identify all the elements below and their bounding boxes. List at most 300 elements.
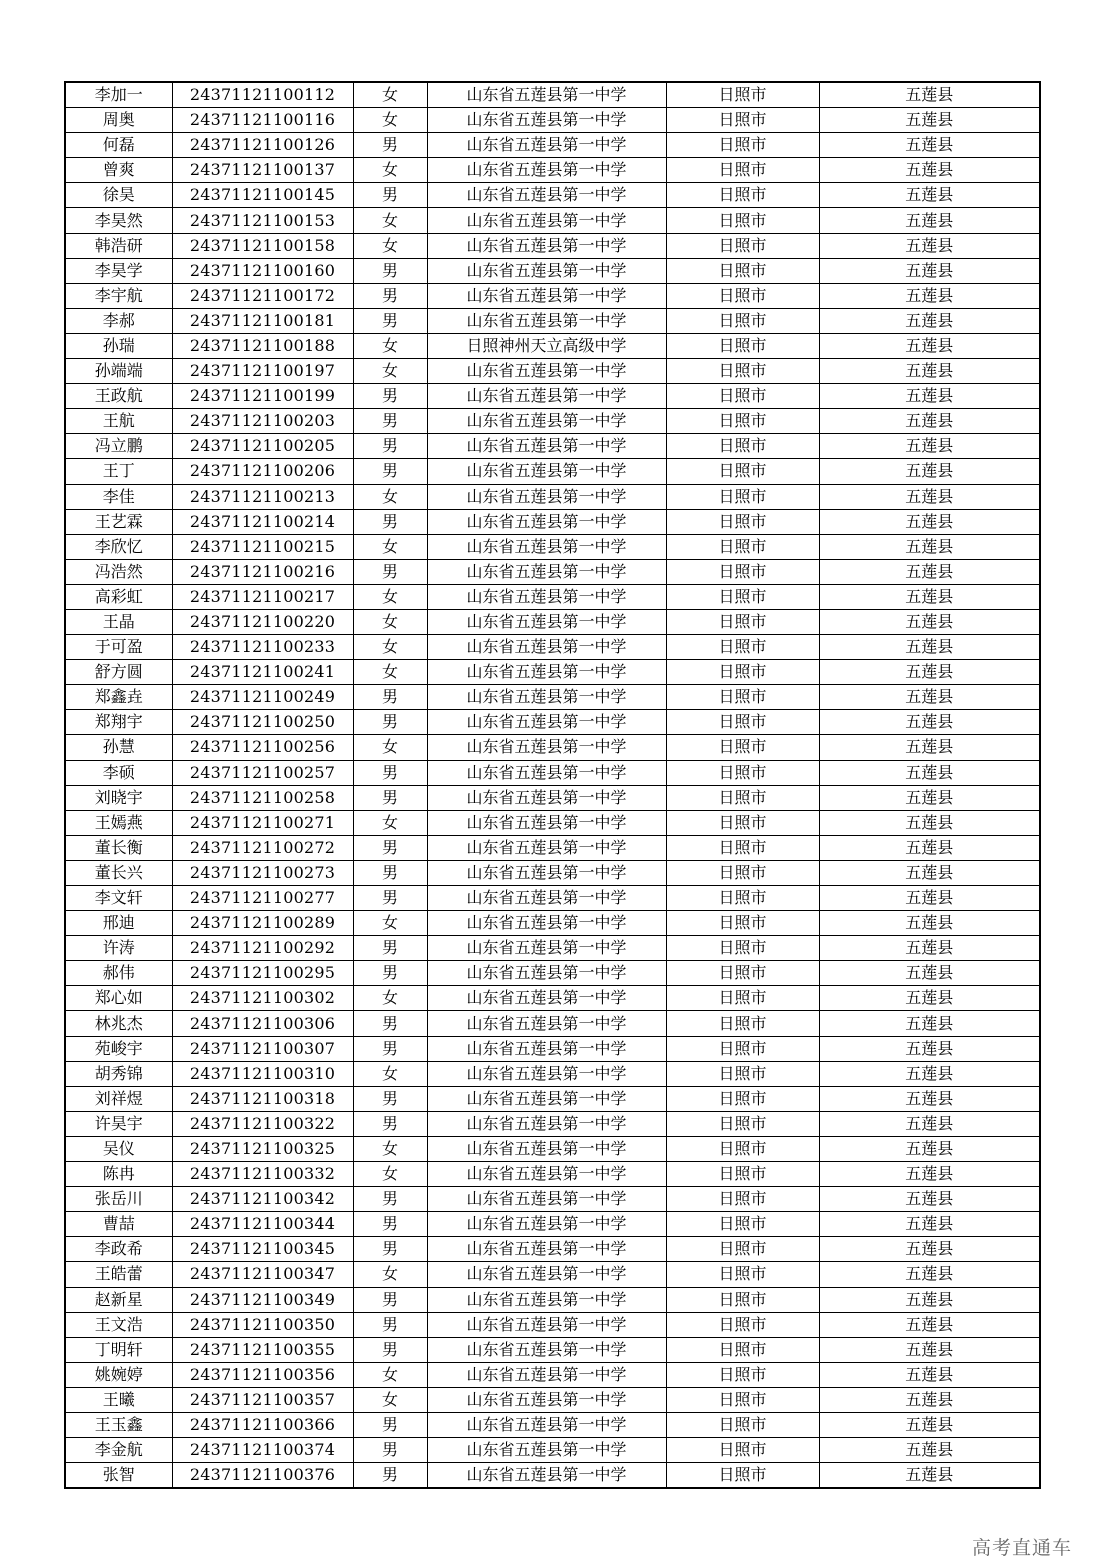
gender-cell: 男 (353, 1086, 427, 1111)
county-cell: 五莲县 (819, 82, 1040, 108)
name-cell: 丁明轩 (65, 1337, 172, 1362)
name-cell: 徐昊 (65, 183, 172, 208)
county-cell: 五莲县 (819, 810, 1040, 835)
table-row (65, 1187, 1040, 1212)
roster-body (65, 82, 1040, 1488)
name-cell: 许昊宇 (65, 1111, 172, 1136)
table-row (65, 961, 1040, 986)
name-cell: 王艺霖 (65, 509, 172, 534)
gender-cell: 男 (353, 760, 427, 785)
table-row (65, 609, 1040, 634)
city-cell: 日照市 (666, 1287, 819, 1312)
exam-id-cell: 24371121100322 (172, 1111, 353, 1136)
exam-id-cell: 24371121100310 (172, 1061, 353, 1086)
city-cell: 日照市 (666, 258, 819, 283)
name-cell: 曾爽 (65, 158, 172, 183)
exam-id-cell: 24371121100289 (172, 911, 353, 936)
table-row (65, 936, 1040, 961)
county-cell: 五莲县 (819, 1287, 1040, 1312)
exam-id-cell: 24371121100257 (172, 760, 353, 785)
table-row (65, 233, 1040, 258)
student-roster-table (64, 81, 1041, 1489)
exam-id-cell: 24371121100349 (172, 1287, 353, 1312)
gender-cell: 男 (353, 258, 427, 283)
school-cell: 山东省五莲县第一中学 (427, 1387, 666, 1412)
exam-id-cell: 24371121100271 (172, 810, 353, 835)
city-cell: 日照市 (666, 1312, 819, 1337)
county-cell: 五莲县 (819, 1136, 1040, 1161)
exam-id-cell: 24371121100241 (172, 660, 353, 685)
gender-cell: 男 (353, 860, 427, 885)
exam-id-cell: 24371121100112 (172, 82, 353, 108)
name-cell: 韩浩研 (65, 233, 172, 258)
exam-id-cell: 24371121100158 (172, 233, 353, 258)
school-cell: 山东省五莲县第一中学 (427, 133, 666, 158)
exam-id-cell: 24371121100249 (172, 685, 353, 710)
exam-id-cell: 24371121100216 (172, 559, 353, 584)
school-cell: 山东省五莲县第一中学 (427, 735, 666, 760)
gender-cell: 男 (353, 1337, 427, 1362)
name-cell: 郝伟 (65, 961, 172, 986)
county-cell: 五莲县 (819, 710, 1040, 735)
county-cell: 五莲县 (819, 1187, 1040, 1212)
school-cell: 山东省五莲县第一中学 (427, 936, 666, 961)
gender-cell: 男 (353, 785, 427, 810)
county-cell: 五莲县 (819, 735, 1040, 760)
school-cell: 山东省五莲县第一中学 (427, 760, 666, 785)
name-cell: 董长兴 (65, 860, 172, 885)
school-cell: 山东省五莲县第一中学 (427, 1412, 666, 1437)
gender-cell: 女 (353, 1262, 427, 1287)
name-cell: 王皓蕾 (65, 1262, 172, 1287)
name-cell: 高彩虹 (65, 584, 172, 609)
name-cell: 王政航 (65, 384, 172, 409)
name-cell: 曹喆 (65, 1212, 172, 1237)
school-cell: 山东省五莲县第一中学 (427, 308, 666, 333)
school-cell: 山东省五莲县第一中学 (427, 785, 666, 810)
exam-id-cell: 24371121100181 (172, 308, 353, 333)
school-cell: 山东省五莲县第一中学 (427, 961, 666, 986)
table-row (65, 333, 1040, 358)
exam-id-cell: 24371121100357 (172, 1387, 353, 1412)
name-cell: 周奥 (65, 108, 172, 133)
gender-cell: 女 (353, 208, 427, 233)
county-cell: 五莲县 (819, 1362, 1040, 1387)
county-cell: 五莲县 (819, 760, 1040, 785)
name-cell: 刘祥煜 (65, 1086, 172, 1111)
exam-id-cell: 24371121100273 (172, 860, 353, 885)
city-cell: 日照市 (666, 685, 819, 710)
gender-cell: 女 (353, 810, 427, 835)
table-row (65, 1412, 1040, 1437)
gender-cell: 女 (353, 534, 427, 559)
gender-cell: 男 (353, 384, 427, 409)
table-row (65, 911, 1040, 936)
exam-id-cell: 24371121100366 (172, 1412, 353, 1437)
name-cell: 李郝 (65, 308, 172, 333)
name-cell: 许涛 (65, 936, 172, 961)
school-cell: 山东省五莲县第一中学 (427, 484, 666, 509)
school-cell: 山东省五莲县第一中学 (427, 1237, 666, 1262)
table-row (65, 1162, 1040, 1187)
city-cell: 日照市 (666, 936, 819, 961)
table-row (65, 82, 1040, 108)
school-cell: 山东省五莲县第一中学 (427, 1312, 666, 1337)
county-cell: 五莲县 (819, 208, 1040, 233)
city-cell: 日照市 (666, 409, 819, 434)
city-cell: 日照市 (666, 1237, 819, 1262)
gender-cell: 女 (353, 1061, 427, 1086)
county-cell: 五莲县 (819, 635, 1040, 660)
table-row (65, 760, 1040, 785)
table-row (65, 810, 1040, 835)
name-cell: 林兆杰 (65, 1011, 172, 1036)
school-cell: 山东省五莲县第一中学 (427, 1262, 666, 1287)
exam-id-cell: 24371121100292 (172, 936, 353, 961)
table-row (65, 1011, 1040, 1036)
city-cell: 日照市 (666, 835, 819, 860)
exam-id-cell: 24371121100302 (172, 986, 353, 1011)
gender-cell: 女 (353, 1162, 427, 1187)
school-cell: 山东省五莲县第一中学 (427, 1438, 666, 1463)
gender-cell: 女 (353, 911, 427, 936)
name-cell: 李文轩 (65, 886, 172, 911)
city-cell: 日照市 (666, 559, 819, 584)
school-cell: 山东省五莲县第一中学 (427, 1011, 666, 1036)
school-cell: 日照神州天立高级中学 (427, 333, 666, 358)
name-cell: 李金航 (65, 1438, 172, 1463)
exam-id-cell: 24371121100258 (172, 785, 353, 810)
school-cell: 山东省五莲县第一中学 (427, 835, 666, 860)
table-row (65, 384, 1040, 409)
gender-cell: 男 (353, 409, 427, 434)
county-cell: 五莲县 (819, 1463, 1040, 1489)
school-cell: 山东省五莲县第一中学 (427, 1086, 666, 1111)
county-cell: 五莲县 (819, 158, 1040, 183)
watermark-text: 高考直通车 (971, 1537, 1072, 1559)
name-cell: 李加一 (65, 82, 172, 108)
gender-cell: 女 (353, 609, 427, 634)
gender-cell: 男 (353, 434, 427, 459)
school-cell: 山东省五莲县第一中学 (427, 233, 666, 258)
school-cell: 山东省五莲县第一中学 (427, 534, 666, 559)
school-cell: 山东省五莲县第一中学 (427, 609, 666, 634)
school-cell: 山东省五莲县第一中学 (427, 183, 666, 208)
city-cell: 日照市 (666, 1337, 819, 1362)
school-cell: 山东省五莲县第一中学 (427, 208, 666, 233)
table-row (65, 860, 1040, 885)
gender-cell: 男 (353, 961, 427, 986)
school-cell: 山东省五莲县第一中学 (427, 1111, 666, 1136)
table-row (65, 785, 1040, 810)
county-cell: 五莲县 (819, 1162, 1040, 1187)
table-row (65, 1136, 1040, 1161)
name-cell: 王文浩 (65, 1312, 172, 1337)
table-row (65, 409, 1040, 434)
name-cell: 冯浩然 (65, 559, 172, 584)
county-cell: 五莲县 (819, 108, 1040, 133)
county-cell: 五莲县 (819, 409, 1040, 434)
city-cell: 日照市 (666, 308, 819, 333)
gender-cell: 女 (353, 735, 427, 760)
school-cell: 山东省五莲县第一中学 (427, 434, 666, 459)
table-row (65, 1387, 1040, 1412)
name-cell: 刘晓宇 (65, 785, 172, 810)
exam-id-cell: 24371121100374 (172, 1438, 353, 1463)
name-cell: 冯立鹏 (65, 434, 172, 459)
exam-id-cell: 24371121100272 (172, 835, 353, 860)
city-cell: 日照市 (666, 82, 819, 108)
school-cell: 山东省五莲县第一中学 (427, 685, 666, 710)
gender-cell: 男 (353, 936, 427, 961)
table-row (65, 1086, 1040, 1111)
name-cell: 王航 (65, 409, 172, 434)
city-cell: 日照市 (666, 1086, 819, 1111)
table-row (65, 635, 1040, 660)
school-cell: 山东省五莲县第一中学 (427, 860, 666, 885)
city-cell: 日照市 (666, 785, 819, 810)
table-row (65, 710, 1040, 735)
table-row (65, 158, 1040, 183)
name-cell: 李硕 (65, 760, 172, 785)
table-row (65, 359, 1040, 384)
county-cell: 五莲县 (819, 384, 1040, 409)
county-cell: 五莲县 (819, 1312, 1040, 1337)
school-cell: 山东省五莲县第一中学 (427, 384, 666, 409)
table-row (65, 986, 1040, 1011)
county-cell: 五莲县 (819, 559, 1040, 584)
school-cell: 山东省五莲县第一中学 (427, 1036, 666, 1061)
city-cell: 日照市 (666, 183, 819, 208)
table-row (65, 459, 1040, 484)
city-cell: 日照市 (666, 710, 819, 735)
city-cell: 日照市 (666, 233, 819, 258)
county-cell: 五莲县 (819, 1387, 1040, 1412)
city-cell: 日照市 (666, 509, 819, 534)
city-cell: 日照市 (666, 158, 819, 183)
school-cell: 山东省五莲县第一中学 (427, 635, 666, 660)
table-row (65, 559, 1040, 584)
city-cell: 日照市 (666, 1111, 819, 1136)
city-cell: 日照市 (666, 133, 819, 158)
table-row (65, 434, 1040, 459)
county-cell: 五莲县 (819, 534, 1040, 559)
city-cell: 日照市 (666, 1187, 819, 1212)
school-cell: 山东省五莲县第一中学 (427, 660, 666, 685)
county-cell: 五莲县 (819, 660, 1040, 685)
name-cell: 王玉鑫 (65, 1412, 172, 1437)
gender-cell: 男 (353, 886, 427, 911)
county-cell: 五莲县 (819, 609, 1040, 634)
school-cell: 山东省五莲县第一中学 (427, 82, 666, 108)
county-cell: 五莲县 (819, 308, 1040, 333)
city-cell: 日照市 (666, 1011, 819, 1036)
gender-cell: 男 (353, 835, 427, 860)
school-cell: 山东省五莲县第一中学 (427, 359, 666, 384)
county-cell: 五莲县 (819, 183, 1040, 208)
school-cell: 山东省五莲县第一中学 (427, 911, 666, 936)
gender-cell: 男 (353, 559, 427, 584)
name-cell: 李宇航 (65, 283, 172, 308)
table-row (65, 1463, 1040, 1489)
exam-id-cell: 24371121100295 (172, 961, 353, 986)
table-row (65, 1262, 1040, 1287)
gender-cell: 女 (353, 584, 427, 609)
county-cell: 五莲县 (819, 133, 1040, 158)
exam-id-cell: 24371121100347 (172, 1262, 353, 1287)
city-cell: 日照市 (666, 459, 819, 484)
table-row (65, 660, 1040, 685)
gender-cell: 女 (353, 1387, 427, 1412)
table-row (65, 1036, 1040, 1061)
name-cell: 李昊学 (65, 258, 172, 283)
table-row (65, 183, 1040, 208)
school-cell: 山东省五莲县第一中学 (427, 108, 666, 133)
gender-cell: 男 (353, 1287, 427, 1312)
gender-cell: 男 (353, 1212, 427, 1237)
exam-id-cell: 24371121100356 (172, 1362, 353, 1387)
exam-id-cell: 24371121100233 (172, 635, 353, 660)
exam-id-cell: 24371121100205 (172, 434, 353, 459)
county-cell: 五莲县 (819, 685, 1040, 710)
exam-id-cell: 24371121100215 (172, 534, 353, 559)
gender-cell: 男 (353, 1187, 427, 1212)
table-row (65, 1212, 1040, 1237)
table-row (65, 1337, 1040, 1362)
table-row (65, 1312, 1040, 1337)
table-row (65, 509, 1040, 534)
table-row (65, 108, 1040, 133)
city-cell: 日照市 (666, 1438, 819, 1463)
exam-id-cell: 24371121100355 (172, 1337, 353, 1362)
county-cell: 五莲县 (819, 1412, 1040, 1437)
city-cell: 日照市 (666, 208, 819, 233)
school-cell: 山东省五莲县第一中学 (427, 1287, 666, 1312)
name-cell: 李昊然 (65, 208, 172, 233)
exam-id-cell: 24371121100332 (172, 1162, 353, 1187)
city-cell: 日照市 (666, 1262, 819, 1287)
name-cell: 于可盈 (65, 635, 172, 660)
school-cell: 山东省五莲县第一中学 (427, 1136, 666, 1161)
table-row (65, 208, 1040, 233)
county-cell: 五莲县 (819, 434, 1040, 459)
exam-id-cell: 24371121100206 (172, 459, 353, 484)
city-cell: 日照市 (666, 1136, 819, 1161)
school-cell: 山东省五莲县第一中学 (427, 886, 666, 911)
exam-id-cell: 24371121100153 (172, 208, 353, 233)
gender-cell: 女 (353, 158, 427, 183)
table-row (65, 1237, 1040, 1262)
school-cell: 山东省五莲县第一中学 (427, 1362, 666, 1387)
gender-cell: 女 (353, 333, 427, 358)
name-cell: 李政希 (65, 1237, 172, 1262)
city-cell: 日照市 (666, 484, 819, 509)
city-cell: 日照市 (666, 1061, 819, 1086)
county-cell: 五莲县 (819, 484, 1040, 509)
gender-cell: 男 (353, 1312, 427, 1337)
name-cell: 苑峻宇 (65, 1036, 172, 1061)
county-cell: 五莲县 (819, 835, 1040, 860)
exam-id-cell: 24371121100250 (172, 710, 353, 735)
gender-cell: 男 (353, 1438, 427, 1463)
exam-id-cell: 24371121100197 (172, 359, 353, 384)
school-cell: 山东省五莲县第一中学 (427, 258, 666, 283)
name-cell: 姚婉婷 (65, 1362, 172, 1387)
name-cell: 邢迪 (65, 911, 172, 936)
gender-cell: 女 (353, 1362, 427, 1387)
city-cell: 日照市 (666, 534, 819, 559)
county-cell: 五莲县 (819, 911, 1040, 936)
name-cell: 赵新星 (65, 1287, 172, 1312)
name-cell: 郑翔宇 (65, 710, 172, 735)
county-cell: 五莲县 (819, 986, 1040, 1011)
city-cell: 日照市 (666, 1362, 819, 1387)
county-cell: 五莲县 (819, 961, 1040, 986)
gender-cell: 男 (353, 1412, 427, 1437)
county-cell: 五莲县 (819, 860, 1040, 885)
school-cell: 山东省五莲县第一中学 (427, 1463, 666, 1489)
exam-id-cell: 24371121100214 (172, 509, 353, 534)
gender-cell: 男 (353, 183, 427, 208)
exam-id-cell: 24371121100277 (172, 886, 353, 911)
gender-cell: 男 (353, 1111, 427, 1136)
name-cell: 吴仪 (65, 1136, 172, 1161)
exam-id-cell: 24371121100350 (172, 1312, 353, 1337)
school-cell: 山东省五莲县第一中学 (427, 559, 666, 584)
exam-id-cell: 24371121100145 (172, 183, 353, 208)
school-cell: 山东省五莲县第一中学 (427, 509, 666, 534)
exam-id-cell: 24371121100217 (172, 584, 353, 609)
school-cell: 山东省五莲县第一中学 (427, 158, 666, 183)
table-row (65, 1438, 1040, 1463)
gender-cell: 女 (353, 484, 427, 509)
table-row (65, 308, 1040, 333)
name-cell: 王嫣燕 (65, 810, 172, 835)
county-cell: 五莲县 (819, 1337, 1040, 1362)
exam-id-cell: 24371121100203 (172, 409, 353, 434)
school-cell: 山东省五莲县第一中学 (427, 1187, 666, 1212)
county-cell: 五莲县 (819, 936, 1040, 961)
city-cell: 日照市 (666, 1387, 819, 1412)
name-cell: 李欣忆 (65, 534, 172, 559)
city-cell: 日照市 (666, 609, 819, 634)
table-row (65, 1111, 1040, 1136)
school-cell: 山东省五莲县第一中学 (427, 1061, 666, 1086)
exam-id-cell: 24371121100188 (172, 333, 353, 358)
exam-id-cell: 24371121100199 (172, 384, 353, 409)
school-cell: 山东省五莲县第一中学 (427, 986, 666, 1011)
name-cell: 王丁 (65, 459, 172, 484)
name-cell: 郑鑫垚 (65, 685, 172, 710)
city-cell: 日照市 (666, 283, 819, 308)
gender-cell: 男 (353, 710, 427, 735)
school-cell: 山东省五莲县第一中学 (427, 459, 666, 484)
county-cell: 五莲县 (819, 584, 1040, 609)
gender-cell: 女 (353, 359, 427, 384)
county-cell: 五莲县 (819, 1237, 1040, 1262)
name-cell: 孙端端 (65, 359, 172, 384)
city-cell: 日照市 (666, 810, 819, 835)
name-cell: 胡秀锦 (65, 1061, 172, 1086)
city-cell: 日照市 (666, 584, 819, 609)
table-row (65, 534, 1040, 559)
exam-id-cell: 24371121100220 (172, 609, 353, 634)
county-cell: 五莲县 (819, 459, 1040, 484)
table-row (65, 1287, 1040, 1312)
name-cell: 张岳川 (65, 1187, 172, 1212)
county-cell: 五莲县 (819, 886, 1040, 911)
exam-id-cell: 24371121100325 (172, 1136, 353, 1161)
